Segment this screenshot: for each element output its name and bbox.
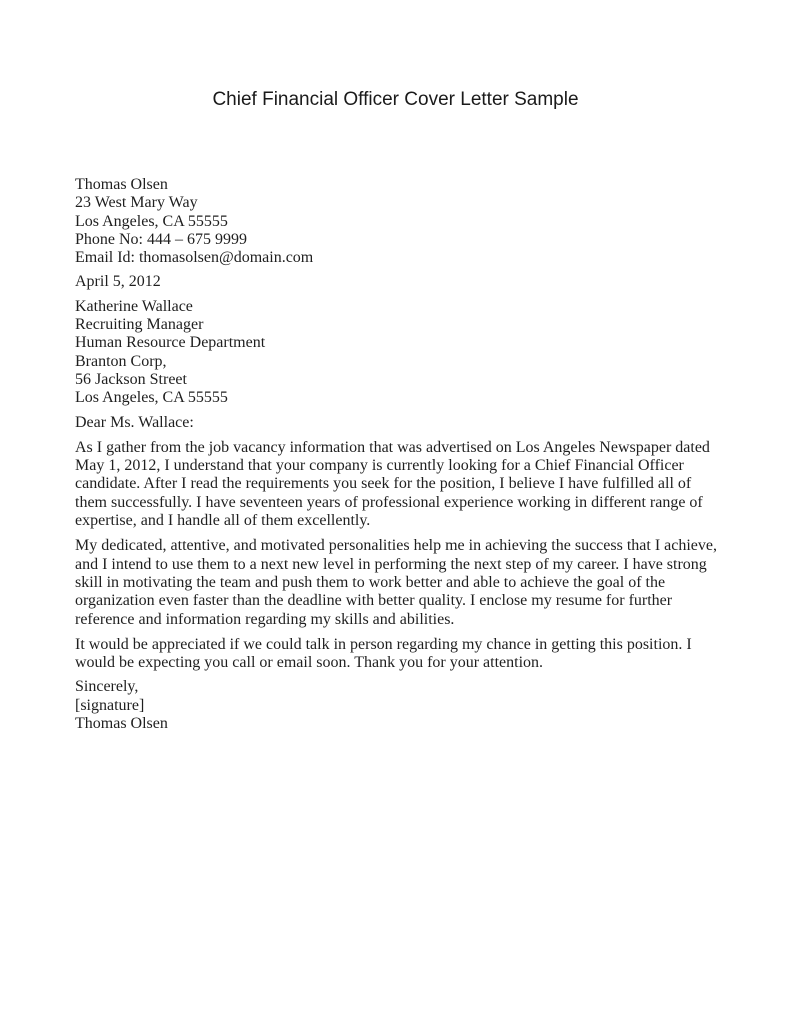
body-paragraph: It would be appreciated if we could talk in person regarding my chance in getting this position. I would be expecting you call or email soon. Thank you for your attention. [75,635,692,672]
closing-salutation: Sincerely, [75,678,139,696]
signature-placeholder: [signature] [75,696,145,714]
signature-name: Thomas Olsen [75,715,168,733]
sender-phone: Phone No: 444 – 675 9999 [75,230,247,248]
sender-street: 23 West Mary Way [75,194,198,212]
salutation-line: Dear Ms. Wallace: [75,413,194,431]
recipient-street: 56 Jackson Street [75,370,187,388]
recipient-city: Los Angeles, CA 55555 [75,389,228,407]
sender-city: Los Angeles, CA 55555 [75,212,228,230]
body-paragraph: My dedicated, attentive, and motivated personalities help me in achieving the success that I achieve, and I intend to use them to a next new level in performing the next step of my career. I have strong skill in motivating the team and push them to work better and able to achieve the goal of the organization even faster than the deadline with better quality. I enclose my resume for further reference and information regarding my skills and abilities. [75,537,717,628]
recipient-title: Recruiting Manager [75,316,204,334]
letter-body [0,176,791,733]
sender-name: Thomas Olsen [75,176,168,193]
recipient-address-block [75,298,717,408]
sender-email: Email Id: thomasolsen@domain.com [75,249,314,267]
sender-address-block [75,176,717,267]
closing-block [75,678,717,733]
body-paragraph: As I gather from the job vacancy information that was advertised on Los Angeles Newspaper dated May 1, 2012, I understand that your company is currently looking for a Chief Financial Officer candidate. After I read the requirements you seek for the position, I believe I have fulfilled all of them successfully. I have seventeen years of professional experience working in different range of expertise, and I handle all of them excellently. [75,438,710,530]
recipient-name: Katherine Wallace [75,297,193,315]
date-line: April 5, 2012 [75,273,161,291]
recipient-department: Human Resource Department [75,334,266,352]
page-title: Chief Financial Officer Cover Letter Sample [212,89,579,110]
recipient-company: Branton Corp, [75,352,167,370]
